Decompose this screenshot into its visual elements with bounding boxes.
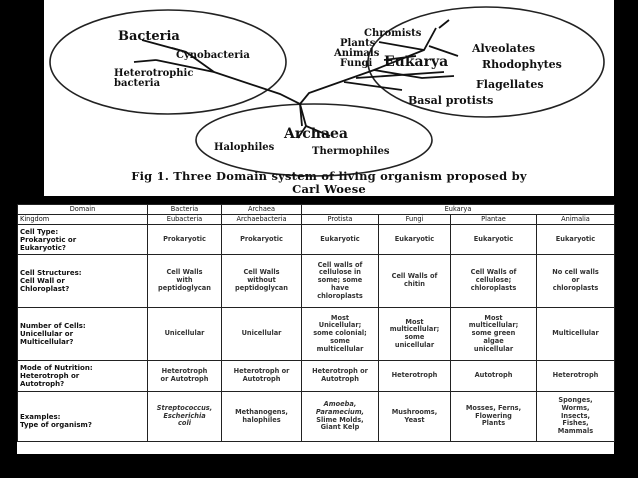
cell-cell-type-animalia — [537, 225, 615, 255]
domain-eukarya: Eukarya — [302, 205, 615, 215]
cell-cell-structures-fungi — [379, 255, 451, 308]
caption-line-2: Carl Woese — [292, 182, 366, 196]
row-header-line — [20, 405, 145, 413]
cell-mode-of-nutrition-eubacteria — [148, 361, 222, 392]
cell-line: Prokaryotic — [163, 234, 206, 243]
cell-line: Cell Walls — [243, 268, 280, 277]
branch-chromists — [439, 20, 449, 28]
kingdom-header: Kingdom — [18, 215, 148, 225]
figure-caption — [44, 170, 614, 196]
domain-bacteria: Bacteria — [148, 205, 222, 215]
row-header-number-of-cells — [18, 308, 148, 361]
thermophiles-label: Thermophiles — [312, 146, 390, 157]
cell-line: Eukaryotic — [394, 234, 435, 243]
row-header-line: Chloroplast? — [20, 285, 70, 293]
cell-cell-structures-archaebacteria — [222, 255, 302, 308]
cell-number-of-cells-fungi — [379, 308, 451, 361]
branch-plants — [379, 42, 424, 50]
cell-line: Most — [484, 313, 503, 322]
cell-line: Autotroph — [321, 375, 359, 383]
cell-line: Multicellular — [552, 329, 599, 338]
cell-line: Cell Walls — [166, 268, 203, 277]
cell-cell-structures-animalia — [537, 255, 615, 308]
cell-number-of-cells-animalia — [537, 308, 615, 361]
cell-line: Paramecium, — [315, 407, 365, 416]
domain-row — [18, 205, 615, 215]
cell-line: Most — [330, 313, 350, 322]
cell-examples-archaebacteria — [222, 392, 302, 442]
table-row-mode-of-nutrition — [18, 361, 615, 392]
table-row-number-of-cells — [18, 308, 615, 361]
row-header-line: Autotroph? — [20, 380, 65, 388]
cell-line: Eukaryotic — [473, 234, 514, 243]
heterotrophic-label-2: bacteria — [114, 78, 161, 89]
cell-line: chloroplasts — [470, 283, 517, 292]
plants-label: Plants — [340, 38, 376, 49]
classification-table — [17, 204, 615, 442]
cell-cell-structures-plantae — [451, 255, 537, 308]
cell-line: some — [330, 336, 350, 345]
cell-line: chitin — [404, 280, 425, 288]
cell-line: Cell walls of — [317, 260, 363, 269]
cell-line: chloroplasts — [552, 283, 599, 292]
cell-line: have — [331, 283, 349, 292]
cell-line: some green — [471, 329, 516, 338]
flagellates-label: Flagellates — [476, 78, 544, 91]
branch-basal-protists — [344, 82, 402, 90]
cell-cell-structures-eubacteria — [148, 255, 222, 308]
cell-line: Mammals — [557, 427, 594, 436]
domain-header: Domain — [18, 205, 148, 215]
cell-line: algae — [483, 336, 504, 345]
cell-line: some colonial; — [313, 329, 367, 338]
cell-line: Mushrooms, — [391, 407, 438, 416]
cell-line: Heterotroph or — [233, 367, 290, 376]
basal-protists-label: Basal protists — [408, 94, 494, 107]
table-row-cell-structures — [18, 255, 615, 308]
cell-line: peptidoglycan — [158, 283, 211, 292]
kingdom-eubacteria: Eubacteria — [148, 215, 222, 225]
cell-line: cellulose in — [318, 268, 362, 277]
cell-examples-protista — [302, 392, 379, 442]
cell-line: Streptococcus, — [156, 403, 213, 412]
cell-mode-of-nutrition-fungi — [379, 361, 451, 392]
cell-line: No cell walls — [552, 268, 599, 277]
row-header-cell-type — [18, 225, 148, 255]
three-domain-figure — [44, 0, 614, 196]
cell-line: Unicellular; — [318, 321, 362, 330]
cell-mode-of-nutrition-protista — [302, 361, 379, 392]
row-header-line: Type of organism? — [20, 420, 92, 429]
cell-mode-of-nutrition-animalia — [537, 361, 615, 392]
cell-line: Flowering — [475, 411, 512, 420]
cell-line: without — [247, 276, 276, 285]
cell-number-of-cells-eubacteria — [148, 308, 222, 361]
branch-heterotrophic — [134, 60, 156, 62]
cell-line: Autotroph — [242, 375, 281, 383]
cell-line: or Autotroph — [160, 375, 209, 383]
cell-line: Cell Walls of — [391, 272, 438, 281]
rhodophytes-label: Rhodophytes — [482, 58, 562, 71]
cell-line: unicellular — [473, 344, 514, 353]
cell-line: Methanogens, — [235, 407, 288, 416]
cell-line: Heterotroph — [161, 367, 208, 376]
cell-line: Plants — [481, 419, 506, 428]
cell-line: Sponges, — [558, 396, 593, 405]
cell-line: Autotroph — [474, 371, 513, 380]
animals-label: Animals — [334, 48, 380, 59]
phylogenetic-tree — [44, 0, 614, 196]
kingdom-archaebacteria: Archaebacteria — [222, 215, 302, 225]
row-header-line: Cell Wall or — [20, 277, 65, 285]
cell-line: unicellular — [394, 340, 435, 349]
alveolates-label: Alveolates — [472, 42, 536, 55]
kingdom-protista: Protista — [302, 215, 379, 225]
cell-examples-fungi — [379, 392, 451, 442]
cell-line: Escherichia — [163, 411, 206, 420]
kingdom-row — [18, 215, 615, 225]
cell-line: coli — [178, 419, 191, 428]
row-header-line: Examples: — [20, 412, 61, 421]
cell-line: Eukaryotic — [555, 234, 596, 243]
cell-mode-of-nutrition-archaebacteria — [222, 361, 302, 392]
kingdom-animalia: Animalia — [537, 215, 615, 225]
cell-line: Slime Molds, — [316, 415, 364, 424]
table-row-cell-type — [18, 225, 615, 255]
cell-line: Heterotroph — [391, 371, 438, 380]
row-header-line: Eukaryotic? — [20, 243, 66, 252]
cell-cell-structures-protista — [302, 255, 379, 308]
cell-line: Heterotroph — [552, 371, 599, 380]
cell-mode-of-nutrition-plantae — [451, 361, 537, 392]
cell-line: Insects, — [560, 411, 591, 420]
chromists-label: Chromists — [364, 28, 422, 39]
row-header-line: Number of Cells: — [20, 322, 86, 330]
cell-number-of-cells-plantae — [451, 308, 537, 361]
row-header-line: Multicellular? — [20, 338, 74, 346]
cell-line: Mosses, Ferns, — [465, 403, 522, 412]
row-header-examples — [18, 392, 148, 442]
kingdom-fungi: Fungi — [379, 215, 451, 225]
domain-archaea: Archaea — [222, 205, 302, 215]
cell-line: halophiles — [242, 415, 281, 424]
cell-line: Prokaryotic — [240, 234, 283, 243]
fungi-label: Fungi — [340, 58, 373, 69]
cell-line: Amoeba, — [323, 400, 357, 409]
cell-line: Unicellular — [164, 329, 205, 338]
cell-cell-type-archaebacteria — [222, 225, 302, 255]
cell-line: multicellular — [316, 344, 364, 353]
kingdom-plantae: Plantae — [451, 215, 537, 225]
row-header-line: Unicellular or — [20, 330, 74, 338]
cell-line: Fishes, — [562, 419, 589, 428]
row-header-line: Mode of Nutrition: — [20, 364, 93, 372]
row-header-line: Cell Type: — [20, 227, 59, 236]
cell-line: Cell Walls of — [470, 268, 517, 277]
cell-line: Heterotroph or — [312, 367, 368, 376]
cell-line: with — [176, 276, 193, 285]
table-body — [18, 225, 615, 442]
cell-line: some — [404, 333, 425, 341]
cell-line: multicellular; — [389, 325, 440, 334]
cell-line: or — [571, 276, 580, 285]
cell-line: peptidoglycan — [235, 283, 288, 292]
cell-cell-type-plantae — [451, 225, 537, 255]
classification-table-container — [17, 204, 614, 454]
cell-number-of-cells-protista — [302, 308, 379, 361]
row-header-line: Cell Structures: — [20, 269, 82, 277]
cyanobacteria-label: Cynobacteria — [176, 50, 250, 61]
caption-line-1: Fig 1. Three Domain system of living organism proposed by — [131, 169, 527, 183]
cell-line: multicellular; — [468, 321, 519, 330]
cell-line: Most — [405, 317, 424, 326]
eukarya-title: Eukarya — [384, 54, 449, 70]
cell-line: Unicellular — [241, 329, 282, 338]
row-header-line: Heterotroph or — [20, 372, 80, 380]
cell-line: cellulose; — [475, 276, 512, 285]
cell-line: Eukaryotic — [320, 234, 360, 243]
halophiles-label: Halophiles — [214, 142, 275, 153]
row-header-line: Prokaryotic or — [20, 235, 77, 244]
archaea-title: Archaea — [284, 126, 348, 142]
cell-number-of-cells-archaebacteria — [222, 308, 302, 361]
cell-examples-animalia — [537, 392, 615, 442]
row-header-mode-of-nutrition — [18, 361, 148, 392]
heterotrophic-label: Heterotrophic — [114, 68, 194, 79]
cell-cell-type-eubacteria — [148, 225, 222, 255]
cell-line: some; some — [317, 276, 363, 285]
cell-cell-type-fungi — [379, 225, 451, 255]
table-row-examples — [18, 392, 615, 442]
cell-line: chloroplasts — [317, 291, 363, 300]
cell-examples-plantae — [451, 392, 537, 442]
bacteria-title: Bacteria — [118, 29, 180, 44]
cell-examples-eubacteria — [148, 392, 222, 442]
row-header-cell-structures — [18, 255, 148, 308]
cell-line: Worms, — [561, 403, 590, 412]
cell-line: Yeast — [404, 415, 425, 424]
cell-line: Giant Kelp — [320, 423, 360, 432]
cell-cell-type-protista — [302, 225, 379, 255]
